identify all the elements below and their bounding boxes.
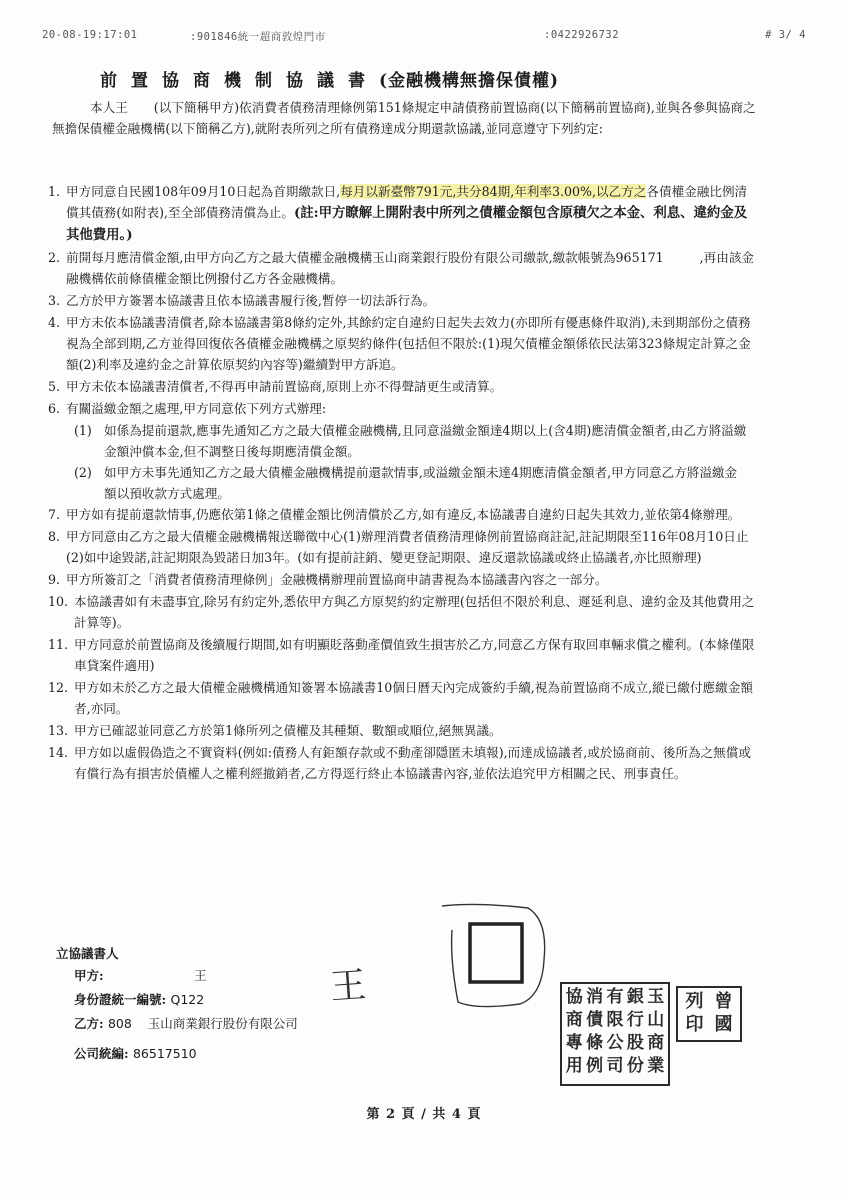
- seal-character: 份: [626, 1056, 644, 1076]
- clause-2: [48, 247, 757, 289]
- seal-character: 例: [586, 1056, 604, 1076]
- party-a-label: 甲方:: [74, 968, 104, 983]
- clause-text: 甲方如以虛假偽造之不實資料(例如:債務人有鉅額存款或不動產卻隱匿未填報),而達成協議者,或於協商前、後所為之無償或有償行為有損害於債權人之權利經撤銷者,乙方得逕行終止本協議書內容,並依法追究甲方相關之民、刑事責任。: [74, 745, 751, 781]
- clause-number: 12.: [48, 680, 69, 695]
- clause-text: 本協議書如有未盡事宜,除另有約定外,悉依甲方與乙方原契約約定辦理(包括但不限於利息、遲延利息、違約金及其他費用之計算等)。: [74, 594, 755, 630]
- clause-1: [48, 181, 757, 246]
- clause-5: [48, 376, 757, 397]
- bank-seal-stamp: [560, 982, 670, 1086]
- personal-seal-stamp: [676, 986, 742, 1042]
- seal-character: 印: [685, 1014, 704, 1035]
- clause-text: 乙方於甲方簽署本協議書且依本協議書履行後,暫停一切法訴行為。: [66, 293, 436, 308]
- clause-number: 1.: [48, 184, 61, 199]
- seal-character: 銀: [626, 987, 644, 1007]
- seal-character: 股: [626, 1033, 644, 1053]
- clause-number: 11.: [48, 637, 69, 652]
- clause-12: [48, 677, 757, 719]
- clause-text: 甲方所簽訂之「消費者債務清理條例」金融機構辦理前置協商申請書視為本協議書內容之一部分。: [66, 572, 608, 587]
- clause-text: 甲方未依本協議書清償者,除本協議書第8條約定外,其餘約定自違約日起失去效力(亦即所有優惠條件取消),未到期部份之債務視為全部到期,乙方並得回復依各債權金融機構之原契約條件(包括但不限於:(1)現欠債權金額係依民法第323條規定計算之金額(2)利率及違約金之計算依原契約內容等)繼續對甲方訴追。: [66, 315, 751, 372]
- seal-character: 曾: [714, 991, 733, 1012]
- clause-number: 5.: [48, 379, 61, 394]
- seal-character: 公: [606, 1033, 624, 1053]
- party-a-row: [74, 966, 207, 984]
- seal-character: 玉: [647, 987, 665, 1007]
- clause-10: [48, 591, 757, 633]
- seal-character: 消: [586, 987, 604, 1007]
- signature-box-drawing: [436, 900, 556, 1012]
- clause-text: 甲方如有提前還款情事,仍應依第1條之債權金額比例清償於乙方,如有違反,本協議書自違約日起失其效力,並依第4條辦理。: [66, 507, 741, 522]
- clause-text: 甲方同意自民國108年09月10日起為首期繳款日,: [66, 184, 341, 199]
- clause-number: 13.: [48, 723, 69, 738]
- clause-4: [48, 312, 757, 375]
- title-main: 前置協商機制協議書: [100, 71, 379, 91]
- seal-character: 條: [586, 1033, 604, 1053]
- seal-character: 商: [565, 1010, 583, 1030]
- title-sub: (金融機構無擔保債權): [379, 71, 560, 91]
- seal-character: 山: [647, 1010, 665, 1030]
- clause-text: 甲方已確認並同意乙方於第1條所列之債權及其種類、數額或順位,絕無異議。: [74, 723, 502, 738]
- fax-page-number: # 3/ 4: [765, 29, 806, 41]
- page-footer: 第 2 頁 / 共 4 頁: [366, 1107, 482, 1122]
- clause-text: 各債權金融比例清償其債務(如附表),至全部債務清償為止。: [66, 184, 748, 220]
- clause-note: (註:甲方瞭解上開附表中所列之債權金額包含原積欠之本金、利息、違約金及其他費用。): [66, 205, 748, 243]
- clauses-list: [48, 181, 757, 785]
- clause-13: [48, 720, 757, 741]
- party-a-name: 王: [194, 968, 207, 983]
- clause-9: [48, 569, 757, 590]
- clause-3: [48, 290, 757, 311]
- document-title: [100, 66, 730, 91]
- clause-text: 甲方同意於前置協商及後續履行期間,如有明顯貶落動產價值致生損害於乙方,同意乙方保有取回車輛求償之權利。(本條僅限車貸案件適用): [74, 637, 755, 673]
- clause-text: 甲方同意由乙方之最大債權金融機構報送聯徵中心(1)辦理消費者債務清理條例前置協商註記,註記期限至116年08月10日止(2)如中途毀諾,註記期限為毀諾日加3年。(如有提前註銷、變更登記期限、違反還款協議或終止協議者,亦比照辦理): [66, 529, 749, 565]
- seal-character: 專: [565, 1033, 583, 1053]
- fax-header: [42, 29, 806, 43]
- seal-character: 列: [685, 991, 704, 1012]
- party-b-name: 808 玉山商業銀行股份有限公司: [107, 1016, 298, 1031]
- clause-number: 4.: [48, 315, 61, 330]
- seal-character: 業: [647, 1056, 665, 1076]
- seal-character: 國: [714, 1014, 733, 1035]
- seal-character: 協: [565, 987, 583, 1007]
- id-number-label: 身份證統一編號:: [74, 992, 167, 1007]
- sub-item-number: (2): [74, 465, 92, 480]
- clause-number: 6.: [48, 401, 61, 416]
- sub-item-text: 如係為提前還款,應事先通知乙方之最大債權金融機構,且同意溢繳金額達4期以上(含4期)應清償金額者,由乙方將溢繳金額沖償本金,但不調整日後每期應清償金額。: [104, 423, 747, 459]
- clause-text: 有關溢繳金額之處理,甲方同意依下列方式辦理:: [66, 401, 327, 416]
- clause-8: [48, 526, 757, 568]
- clause-number: 8.: [48, 529, 61, 544]
- party-b-label: 乙方:: [74, 1016, 104, 1031]
- fax-timestamp: 20-08-19:17:01: [42, 29, 138, 41]
- highlighted-text: 每月以新臺幣791元,共分84期,年利率3.00%,以乙方之: [340, 184, 647, 199]
- clause-6-item-1: [52, 420, 747, 462]
- clause-number: 14.: [48, 745, 69, 760]
- intro-paragraph: [52, 97, 757, 139]
- clause-7: [48, 504, 757, 525]
- seal-character: 用: [565, 1056, 583, 1076]
- seal-character: 行: [626, 1010, 644, 1030]
- clause-number: 7.: [48, 507, 61, 522]
- clause-6: [48, 398, 757, 419]
- id-number-row: [74, 990, 204, 1008]
- clause-text: 甲方未依本協議書清償者,不得再申請前置協商,原則上亦不得聲請更生或清算。: [66, 379, 503, 394]
- intro-part2: (以下簡稱甲方)依消費者債務清理條例第151條規定申請債務前置協商(以下簡稱前置協商),並與各參與協商之無擔保債權金融機構(以下簡稱乙方),就附表所列之所有債務達成分期還款協議,並同意遵守下列約定:: [52, 100, 756, 136]
- company-id-row: [74, 1044, 197, 1062]
- id-number-value: Q122: [170, 992, 205, 1007]
- seal-character: 有: [606, 987, 624, 1007]
- account-number: 965171: [615, 250, 664, 265]
- clause-number: 3.: [48, 293, 61, 308]
- seal-character: 限: [606, 1010, 624, 1030]
- fax-sender: :901846統一超商敦煌門市: [190, 31, 326, 43]
- fax-phone: :0422926732: [544, 29, 620, 41]
- clause-text: 前開每月應清償金額,由甲方向乙方之最大債權金融機構玉山商業銀行股份有限公司繳款,繳款帳號為: [66, 250, 616, 265]
- signatory-heading: 立協議書人: [56, 946, 119, 961]
- clause-text: ,再由該金融機構依前條債權金額比例撥付乙方各金融機構。: [66, 250, 755, 286]
- clause-11: [48, 634, 757, 676]
- clause-number: 9.: [48, 572, 61, 587]
- company-id-label: 公司統編:: [74, 1046, 129, 1061]
- seal-character: 債: [586, 1010, 604, 1030]
- clause-text: 甲方如未於乙方之最大債權金融機構通知簽署本協議書10個日曆天內完成簽約手續,視為前置協商不成立,縱已繳付應繳金額者,亦同。: [74, 680, 753, 716]
- sub-item-text: 如甲方未事先通知乙方之最大債權金融機構提前還款情事,或溢繳金額未達4期應清償金額者,甲方同意乙方將溢繳金額以預收款方式處理。: [104, 465, 738, 501]
- sub-item-number: (1): [74, 423, 92, 438]
- handwritten-signature: 王: [328, 964, 368, 1009]
- company-id-value: 86517510: [132, 1046, 197, 1061]
- party-b-row: [74, 1014, 298, 1032]
- clause-6-item-2: [52, 462, 747, 504]
- clause-14: [48, 742, 757, 784]
- intro-part1: 本人王: [90, 100, 128, 115]
- clause-number: 2.: [48, 250, 61, 265]
- clause-number: 10.: [48, 594, 69, 609]
- seal-character: 司: [606, 1056, 624, 1076]
- seal-character: 商: [647, 1033, 665, 1053]
